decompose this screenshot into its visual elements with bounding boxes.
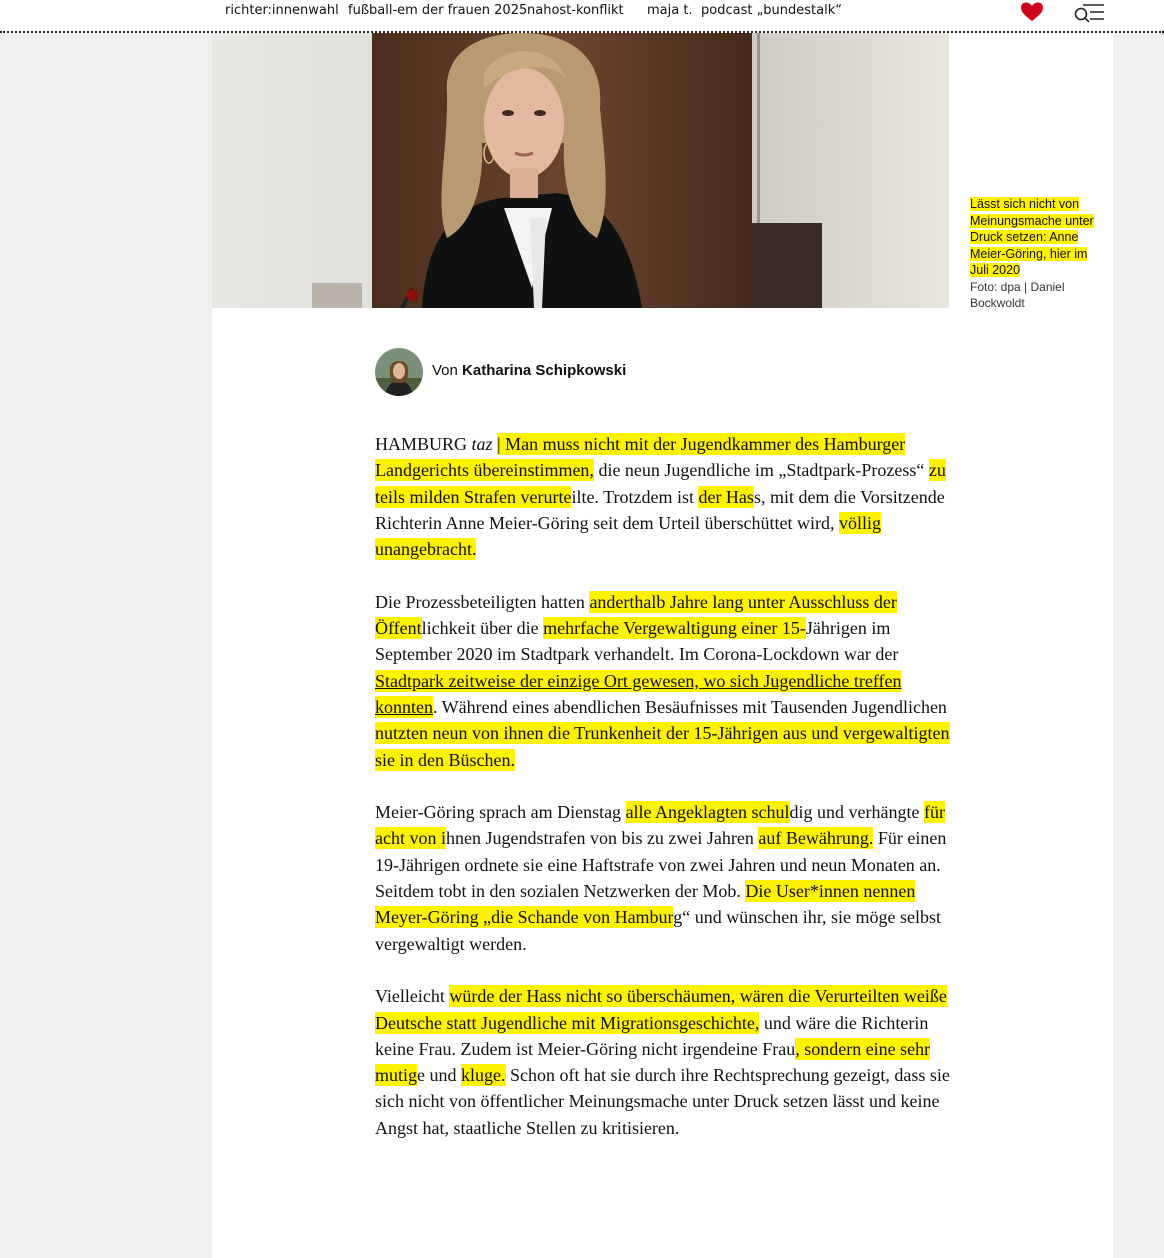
highlight-3h: Die User*innen nennen Meyer-Göring „die Schande von Hambur [375,881,916,928]
highlight-4f: kluge. [461,1065,506,1086]
article-body [375,431,960,1167]
dateline: HAMBURG [375,434,468,454]
article-paragraph-1 [375,431,960,562]
text-3g: Für einen 19-Jährigen ordnete sie eine Haftstrafe von zwei Jahren und neun Monaten an. Seitdem tobt in den sozialen Netzwerken der Mob. [375,828,947,902]
nav-item-maja-t[interactable]: maja t. [647,3,693,18]
byline-prefix: Von [432,362,458,379]
text-2e: Jährigen im September 2020 im Stadtpark verhandelt. Im Corona-Lockdown war der [375,618,899,665]
highlight-1e: der Has [698,486,754,507]
text-2g: . Während eines abendlichen Besäufnisses mit Tausenden Jugendlichen [433,696,947,717]
text-3a: Meier-Göring sprach am Dienstag [375,802,626,823]
highlight-1c: zu teils milden Strafen verurte [375,460,946,507]
highlight-2d: mehrfache Vergewaltigung einer 15- [543,618,806,639]
highlight-4b: würde der Hass nicht so überschäumen, wären die Verurteilten weiße Deutsche statt Jugendliche mit Migrationsgeschichte, [375,986,947,1033]
author-name[interactable]: Katharina Schipkowski [462,362,627,379]
text-2a: Die Prozessbeteiligten hatten [375,591,590,612]
source-label: taz [471,434,493,454]
highlight-2b: anderthalb Jahre lang unter Ausschluss der Öffent [375,591,897,639]
text-1b: die neun Jugendliche im „Stadtpark-Prozess“ [593,460,929,481]
text-3e: hnen Jugendstrafen von bis zu zwei Jahren [445,828,759,849]
photo-caption [970,196,1095,312]
highlight-1g: völlig unangebracht. [375,512,882,560]
text-3c: dig und verhängte [789,802,924,823]
nav-item-nahost-konflikt[interactable]: nahost-konflikt [527,3,624,18]
article-link-stadtpark[interactable]: Stadtpark zeitweise der einzige Ort gewesen, wo sich Jugendliche treffen konnten [375,670,902,717]
highlight-3f: auf Bewährung. [758,828,874,849]
text-4g: Schon oft hat sie durch ihre Rechtsprechung gezeigt, dass sie sich nicht von öffentlicher Meinungsmache unter Druck setzen lässt und keine Angst hat, staatliche Stellen zu kritisieren. [375,1065,950,1138]
article-photo [212,33,949,308]
text-4e: e und [417,1065,462,1086]
text-1d: ilte. Trotzdem ist [571,486,699,507]
highlight-1a: | Man muss nicht mit der Jugendkammer des Hamburger Landgerichts übereinstimmen, [375,434,906,481]
highlight-4d: , sondern eine sehr mutig [375,1038,931,1086]
top-navigation-bar [0,0,1164,33]
text-4a: Vielleicht [375,986,450,1007]
caption-text: Lässt sich nicht von Meinungsmache unter Druck setzen: Anne Meier-Göring, hier im Juli 2020 [970,197,1094,277]
heart-icon[interactable] [1020,1,1044,23]
text-1f: s, mit dem die Vorsitzende Richterin Anne Meier-Göring seit dem Urteil überschüttet wird, [375,486,945,533]
article-paragraph-2 [375,589,960,773]
search-menu-icon[interactable] [1073,2,1105,24]
highlight-3b: alle Angeklagten schul [625,802,790,823]
nav-item-richterinnenwahl[interactable]: richter:innenwahl [225,3,339,18]
author-avatar[interactable] [375,348,423,396]
nav-item-podcast-bundestalk[interactable]: podcast „bundestalk“ [701,3,843,18]
photo-credit: Foto: dpa | Daniel Bockwoldt [970,279,1065,310]
article-paragraph-3 [375,799,960,957]
author-name-line [432,362,626,379]
text-3i: g“ und wünschen ihr, sie möge selbst vergewaltigt werden. [375,907,941,954]
highlight-3d: für acht von i [375,802,945,849]
text-2c: lichkeit über die [421,618,544,639]
article-paragraph-4 [375,983,960,1141]
nav-item-fussball-em[interactable]: fußball-em der frauen 2025 [348,3,528,18]
highlight-2h: nutzten neun von ihnen die Trunkenheit der 15-Jährigen aus und vergewaltigten sie in den Büschen. [375,723,950,770]
text-4c: und wäre die Richterin keine Frau. Zudem ist Meier-Göring nicht irgendeine Frau [375,1012,929,1059]
